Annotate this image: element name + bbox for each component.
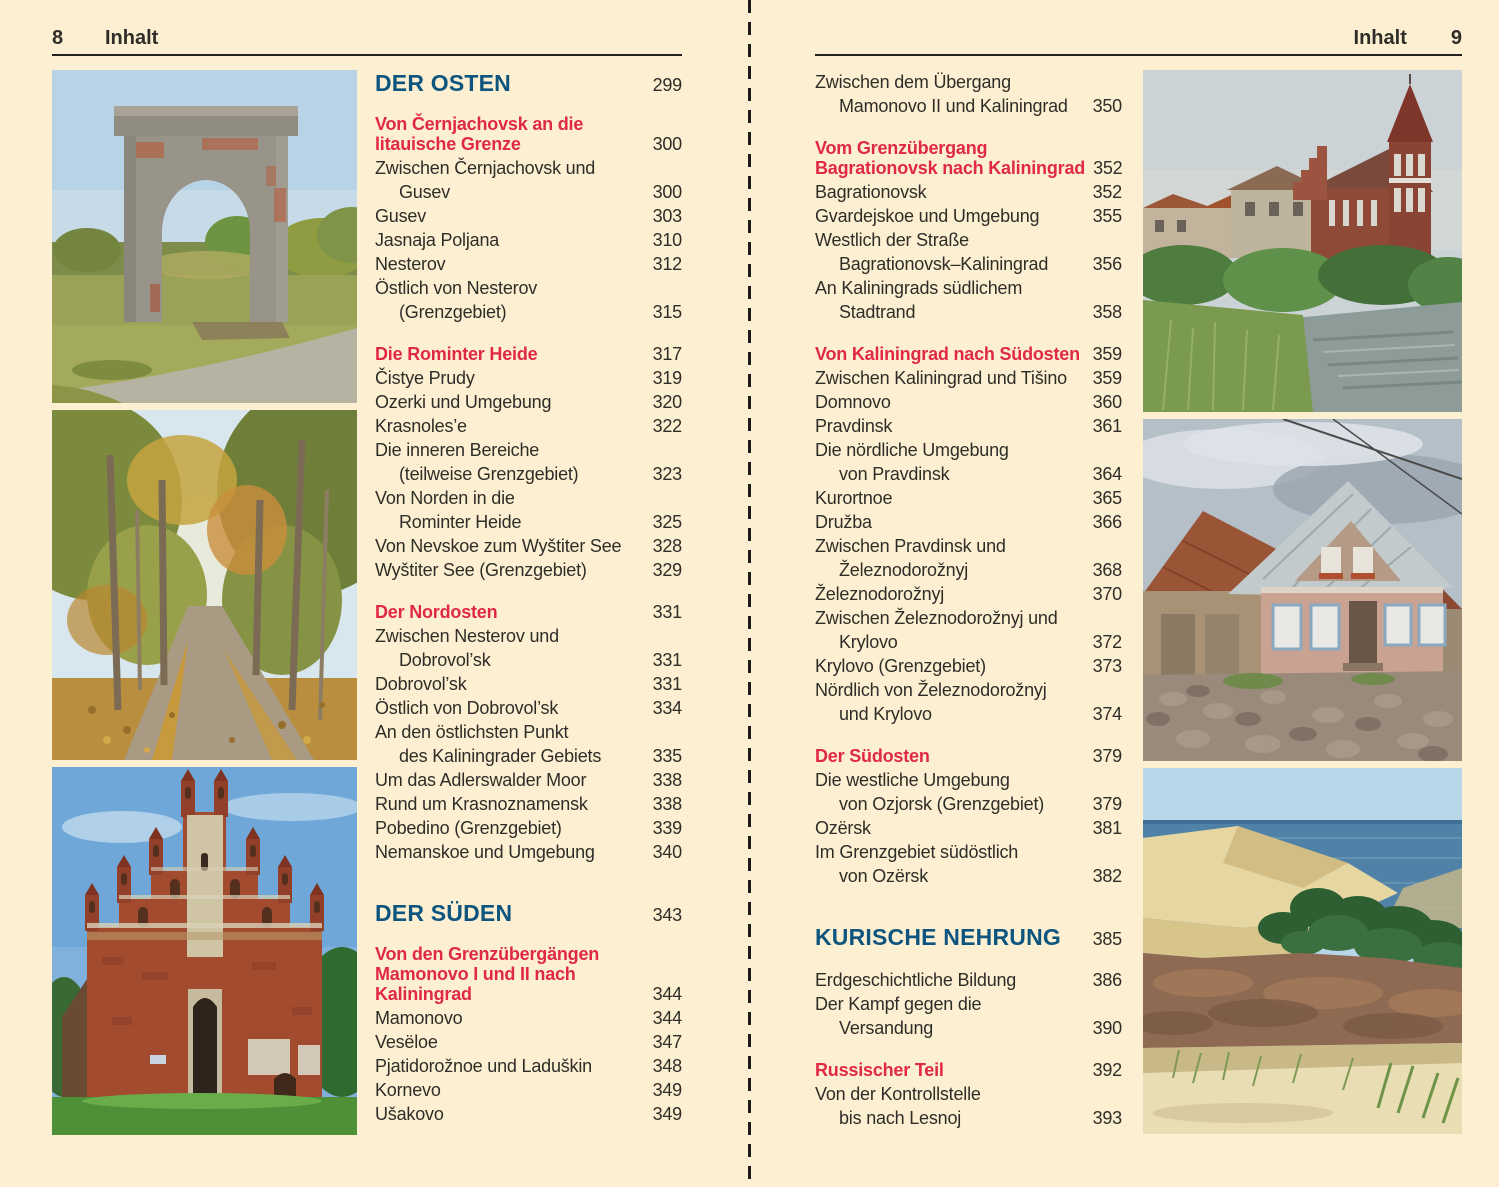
toc-entry-text: Zwischen Železnodorožnyj und [815, 608, 1058, 628]
toc-page-number: 356 [1092, 254, 1122, 274]
toc-entry [815, 992, 1122, 1040]
toc-entry-text: Zwischen dem Übergang [815, 72, 1011, 92]
toc-entry-text: Družba [815, 512, 872, 532]
toc-page-number: 339 [652, 818, 682, 838]
toc-entry-text: Nemanskoe und Umgebung [375, 842, 595, 862]
toc-entry-text: Von den Grenzübergängen [375, 944, 600, 964]
toc-entry [375, 366, 682, 390]
toc-page-number: 379 [1092, 746, 1122, 766]
toc-entry [375, 558, 682, 582]
toc-entry-text: Krylovo (Grenzgebiet) [815, 656, 986, 676]
toc-entry-text: Kaliningrad [375, 984, 472, 1004]
toc-entry [375, 1030, 682, 1054]
toc-entry-text: DER OSTEN [375, 70, 511, 96]
toc-entry-text: Ozerki und Umgebung [375, 392, 552, 412]
toc-entry-text: Der Kampf gegen die [815, 994, 982, 1014]
toc-entry [815, 390, 1122, 414]
toc-entry-text: Östlich von Nesterov [375, 278, 538, 298]
toc-entry [375, 816, 682, 840]
toc-entry [375, 534, 682, 558]
toc-entry-text: von Ozërsk [839, 866, 929, 886]
toc-entry [375, 156, 682, 204]
toc-entry [375, 720, 682, 768]
toc-entry-text: Ušakovo [375, 1104, 444, 1124]
toc-entry-text: Von Černjachovsk an die [375, 114, 584, 134]
toc-entry-text: An den östlichsten Punkt [375, 722, 569, 742]
toc-page-number: 393 [1092, 1108, 1122, 1128]
toc-entry-text: Vom Grenzübergang [815, 138, 988, 158]
toc-column-left [375, 70, 682, 1126]
toc-page-number: 373 [1092, 656, 1122, 676]
toc-entry-text: Dobrovol’sk [375, 674, 467, 694]
toc-page-number: 325 [652, 512, 682, 532]
toc-page-number: 303 [652, 206, 682, 226]
toc-section-heading [375, 114, 682, 154]
toc-entry-text: Von Norden in die [375, 488, 515, 508]
toc-entry-text: Von der Kontrollstelle [815, 1084, 981, 1104]
toc-page-number: 349 [652, 1104, 682, 1124]
toc-entry-text: Stadtrand [839, 302, 916, 322]
toc-page-number: 349 [652, 1080, 682, 1100]
photo-dunes-sea [1143, 768, 1462, 1134]
toc-entry [375, 486, 682, 534]
toc-page-number: 329 [652, 560, 682, 580]
running-head-left: Inhalt [105, 27, 159, 49]
toc-entry-text: Bagrationovsk–Kaliningrad [839, 254, 1049, 274]
toc-entry-text: Versandung [839, 1018, 934, 1038]
toc-page-number: 366 [1092, 512, 1122, 532]
toc-entry [375, 204, 682, 228]
toc-entry-text: Krylovo [839, 632, 898, 652]
toc-entry-text: des Kaliningrader Gebiets [399, 746, 602, 766]
toc-entry [375, 252, 682, 276]
toc-entry [375, 768, 682, 792]
toc-page-number: 352 [1093, 158, 1123, 178]
toc-entry-text: Der Nordosten [375, 602, 498, 622]
toc-entry [815, 654, 1122, 678]
toc-chapter-heading [375, 900, 682, 928]
toc-entry-text: Nördlich von Železnodorožnyj [815, 680, 1047, 700]
toc-section-heading [815, 746, 1122, 766]
photo-arch-ruin [52, 70, 357, 403]
toc-entry-text: Zwischen Kaliningrad und Tišino [815, 368, 1067, 388]
toc-entry-text: Bagrationovsk [815, 182, 927, 202]
toc-entry [375, 414, 682, 438]
toc-page-number: 331 [652, 674, 682, 694]
toc-entry-text: Rominter Heide [399, 512, 522, 532]
toc-entry-text: Zwischen Nesterov und [375, 626, 559, 646]
toc-entry-text: Gvardejskoe und Umgebung [815, 206, 1040, 226]
toc-entry-text: Bagrationovsk nach Kaliningrad [815, 158, 1086, 178]
toc-entry-text: Östlich von Dobrovol’sk [375, 698, 559, 718]
header-rule-left [52, 54, 682, 56]
toc-entry-text: Von Nevskoe zum Wyštiter See [375, 536, 622, 556]
toc-entry-text: Die Rominter Heide [375, 344, 538, 364]
toc-page-number: 319 [652, 368, 682, 388]
toc-entry-text: (teilweise Grenzgebiet) [399, 464, 579, 484]
toc-page-number: 359 [1092, 344, 1122, 364]
toc-entry-text: von Pravdinsk [839, 464, 950, 484]
toc-entry-text: Nesterov [375, 254, 446, 274]
toc-entry-text: von Ozjorsk (Grenzgebiet) [839, 794, 1045, 814]
toc-entry-text: Um das Adlerswalder Moor [375, 770, 587, 790]
photo-village-house [1143, 419, 1462, 761]
toc-entry-text: Dobrovol’sk [399, 650, 491, 670]
toc-page-number: 374 [1092, 704, 1122, 724]
toc-page-number: 361 [1092, 416, 1122, 436]
toc-entry-text: Die westliche Umgebung [815, 770, 1010, 790]
toc-page-number: 331 [652, 602, 682, 622]
page-number-left: 8 [52, 27, 64, 49]
toc-entry [815, 510, 1122, 534]
toc-entry-text: und Krylovo [839, 704, 932, 724]
toc-page-number: 344 [652, 984, 682, 1004]
toc-entry-text: Im Grenzgebiet südöstlich [815, 842, 1019, 862]
toc-page-number: 300 [652, 182, 682, 202]
toc-page-number: 382 [1092, 866, 1122, 886]
toc-page-number: 344 [652, 1008, 682, 1028]
toc-entry [375, 276, 682, 324]
toc-entry-text: Mamonovo II und Kaliningrad [839, 96, 1068, 116]
page-9-header [815, 27, 1462, 50]
toc-section-heading [815, 344, 1122, 364]
toc-entry [815, 534, 1122, 582]
toc-page-number: 334 [652, 698, 682, 718]
toc-entry-text: Železnodorožnyj [815, 584, 945, 604]
toc-page-number: 315 [652, 302, 682, 322]
toc-entry-text: Kornevo [375, 1080, 441, 1100]
toc-page-number: 312 [652, 254, 682, 274]
toc-entry [375, 1078, 682, 1102]
toc-page-number: 335 [652, 746, 682, 766]
center-fold-dashed-line [748, 0, 751, 1187]
toc-entry [815, 228, 1122, 276]
toc-entry [815, 438, 1122, 486]
toc-page-number: 347 [652, 1032, 682, 1052]
toc-entry-text: DER SÜDEN [375, 900, 513, 926]
toc-page-number: 350 [1092, 96, 1122, 116]
toc-entry [815, 486, 1122, 510]
toc-page-number: 348 [652, 1056, 682, 1076]
toc-page-number: 317 [652, 344, 682, 364]
toc-page-number: 358 [1092, 302, 1122, 322]
toc-entry [815, 968, 1122, 992]
toc-entry [375, 1054, 682, 1078]
toc-page-number: 364 [1092, 464, 1122, 484]
toc-section-heading [375, 602, 682, 622]
toc-entry-text: Von Kaliningrad nach Südosten [815, 344, 1080, 364]
toc-page-number: 359 [1092, 368, 1122, 388]
toc-entry [815, 840, 1122, 888]
toc-page-number: 322 [652, 416, 682, 436]
toc-page-number: 343 [652, 905, 682, 925]
toc-entry [815, 582, 1122, 606]
toc-entry-text: (Grenzgebiet) [399, 302, 507, 322]
toc-entry-text: An Kaliningrads südlichem [815, 278, 1023, 298]
toc-page-number: 365 [1092, 488, 1122, 508]
toc-entry-text: Pjatidorožnoe und Laduškin [375, 1056, 592, 1076]
toc-entry-text: Russischer Teil [815, 1060, 944, 1080]
page-8-header [52, 27, 682, 50]
toc-page-number: 368 [1092, 560, 1122, 580]
toc-entry-text: Čistye Prudy [375, 368, 475, 388]
toc-entry-text: Erdgeschichtliche Bildung [815, 970, 1017, 990]
toc-page-number: 352 [1092, 182, 1122, 202]
toc-section-heading [375, 344, 682, 364]
toc-entry [375, 672, 682, 696]
toc-entry [815, 180, 1122, 204]
toc-chapter-heading [815, 924, 1122, 952]
toc-page-number: 338 [652, 770, 682, 790]
toc-page-number: 379 [1092, 794, 1122, 814]
toc-entry-text: Mamonovo I und II nach [375, 964, 576, 984]
toc-entry-text: Mamonovo [375, 1008, 463, 1028]
toc-entry [815, 366, 1122, 390]
toc-entry [815, 678, 1122, 726]
toc-entry [815, 606, 1122, 654]
toc-entry [815, 816, 1122, 840]
photo-column-left [52, 70, 357, 1135]
toc-entry-text: Gusev [375, 206, 427, 226]
toc-entry [815, 768, 1122, 816]
toc-entry-text: Gusev [399, 182, 451, 202]
toc-entry-text: Westlich der Straße [815, 230, 969, 250]
toc-page-number: 320 [652, 392, 682, 412]
header-rule-right [815, 54, 1462, 56]
toc-page-number: 340 [652, 842, 682, 862]
toc-entry-text: Vesëloe [375, 1032, 438, 1052]
toc-chapter-heading [375, 70, 682, 98]
toc-entry [815, 1082, 1122, 1130]
toc-page-number: 331 [652, 650, 682, 670]
toc-entry-text: Die nördliche Umgebung [815, 440, 1009, 460]
toc-page-number: 381 [1092, 818, 1122, 838]
toc-section-heading [815, 138, 1122, 178]
toc-page-number: 323 [652, 464, 682, 484]
toc-entry-text: Domnovo [815, 392, 891, 412]
toc-section-heading [375, 944, 682, 1004]
toc-entry [815, 414, 1122, 438]
toc-page-number: 310 [652, 230, 682, 250]
toc-entry-text: Krasnoles’e [375, 416, 467, 436]
toc-entry [375, 228, 682, 252]
toc-page-number: 390 [1092, 1018, 1122, 1038]
toc-entry [375, 840, 682, 864]
toc-entry [815, 276, 1122, 324]
toc-entry [375, 696, 682, 720]
toc-page-number: 392 [1092, 1060, 1122, 1080]
toc-entry-text: Rund um Krasnoznamensk [375, 794, 588, 814]
toc-entry [375, 438, 682, 486]
toc-page-number: 300 [652, 134, 682, 154]
photo-forest-path [52, 410, 357, 760]
photo-column-right [1143, 70, 1462, 1134]
toc-page-number: 386 [1092, 970, 1122, 990]
toc-entry-text: Ozërsk [815, 818, 871, 838]
toc-entry-text: Železnodorožnyj [839, 560, 969, 580]
toc-page-number: 299 [652, 75, 682, 95]
toc-entry-text: Pobedino (Grenzgebiet) [375, 818, 562, 838]
toc-entry-text: Die inneren Bereiche [375, 440, 540, 460]
toc-page-number: 355 [1092, 206, 1122, 226]
page-number-right: 9 [1450, 27, 1462, 49]
toc-page-number: 385 [1092, 929, 1122, 949]
toc-entry-text: Kurortnoe [815, 488, 893, 508]
toc-page-number: 338 [652, 794, 682, 814]
toc-column-right [815, 70, 1122, 1130]
toc-entry [375, 624, 682, 672]
toc-entry [815, 204, 1122, 228]
toc-entry [815, 70, 1122, 118]
toc-entry [375, 1102, 682, 1126]
toc-entry-text: bis nach Lesnoj [839, 1108, 962, 1128]
toc-entry-text: Zwischen Pravdinsk und [815, 536, 1006, 556]
toc-section-heading [815, 1060, 1122, 1080]
toc-entry-text: KURISCHE NEHRUNG [815, 924, 1061, 950]
toc-page-number: 370 [1092, 584, 1122, 604]
toc-entry-text: Der Südosten [815, 746, 930, 766]
running-head-right: Inhalt [1353, 27, 1407, 49]
toc-entry [375, 390, 682, 414]
toc-entry [375, 792, 682, 816]
photo-brick-church-gable [52, 767, 357, 1135]
toc-entry [375, 1006, 682, 1030]
toc-page-number: 328 [652, 536, 682, 556]
toc-entry-text: litauische Grenze [375, 134, 521, 154]
toc-page-number: 360 [1092, 392, 1122, 412]
toc-entry-text: Jasnaja Poljana [375, 230, 500, 250]
toc-entry-text: Pravdinsk [815, 416, 893, 436]
photo-church-river [1143, 70, 1462, 412]
toc-entry-text: Zwischen Černjachovsk und [375, 158, 596, 178]
toc-entry-text: Wyštiter See (Grenzgebiet) [375, 560, 587, 580]
toc-page-number: 372 [1092, 632, 1122, 652]
